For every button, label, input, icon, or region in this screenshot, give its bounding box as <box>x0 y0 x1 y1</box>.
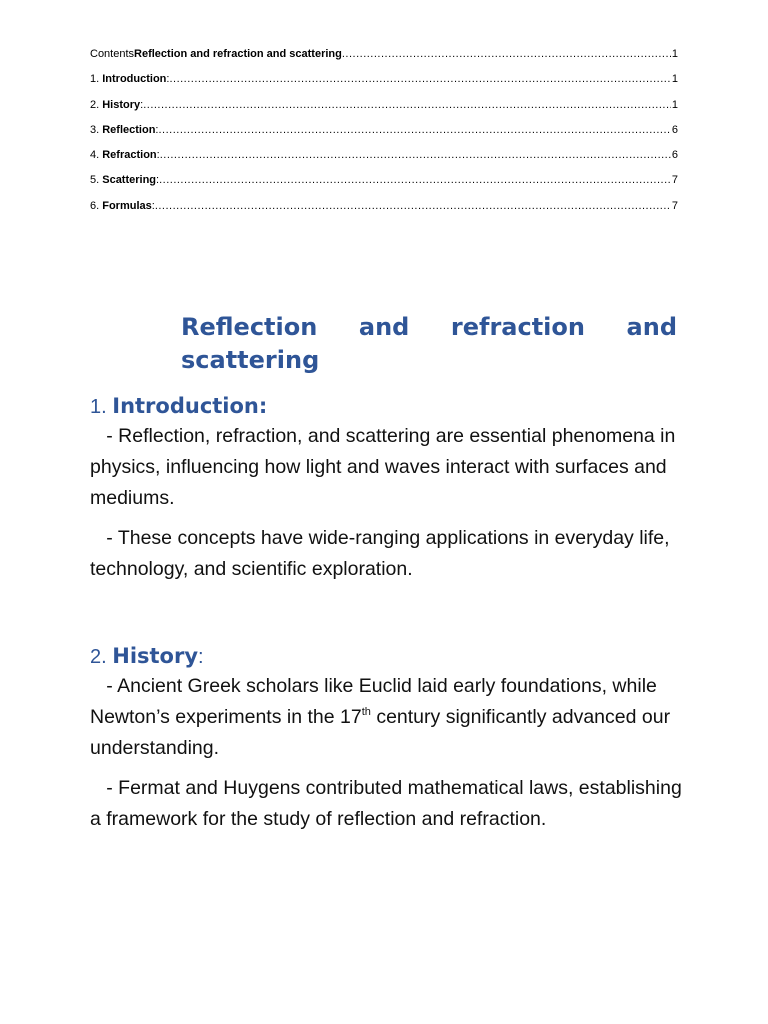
toc-leader-dots <box>169 71 670 87</box>
toc-entry[interactable] <box>90 198 678 223</box>
toc-entry[interactable] <box>90 97 678 122</box>
toc-entry[interactable] <box>90 46 678 71</box>
title-word: Reflection <box>181 313 318 341</box>
section-colon: : <box>198 646 204 668</box>
paragraph: - Fermat and Huygens contributed mathematical laws, establishing a framework for the study of reflection and refraction. <box>90 777 688 831</box>
toc-leader-dots <box>158 122 670 138</box>
section-heading <box>90 392 682 421</box>
toc-entry-number: 1. <box>90 73 103 86</box>
section-heading <box>90 642 682 671</box>
title-word: and <box>358 313 410 341</box>
document-title-line-1 <box>181 311 677 344</box>
toc-entry-title: Scattering <box>102 174 157 187</box>
toc-entry-title: Formulas <box>102 199 152 212</box>
document-title-line-2: scattering <box>181 346 320 374</box>
toc-entry-title: Reflection <box>102 123 156 136</box>
toc-entry-number: 2. <box>90 98 103 111</box>
toc-entry-colon: : <box>156 174 160 187</box>
paragraph: - These concepts have wide-ranging applications in everyday life, technology, and scientific exploration. <box>90 527 675 581</box>
toc-leader-dots <box>155 198 671 214</box>
table-of-contents <box>90 46 678 223</box>
toc-entry-colon: : <box>156 149 160 162</box>
title-word: refraction <box>450 313 585 341</box>
paragraph-text: - Ancient Greek scholars like Euclid laid early foundations, while Newton’s experiments in the 17 <box>90 675 663 728</box>
toc-entry-colon: : <box>155 123 159 136</box>
paragraph <box>90 671 682 763</box>
toc-entry-title: Introduction <box>102 73 167 86</box>
toc-page-number: 6 <box>671 123 678 136</box>
toc-entry-number: 5. <box>90 174 103 187</box>
section-history <box>90 642 688 835</box>
toc-entry-colon: : <box>151 199 155 212</box>
toc-entry[interactable] <box>90 71 678 96</box>
toc-entry[interactable] <box>90 147 678 172</box>
section-label: History <box>112 644 199 668</box>
toc-entry-title: Reflection and refraction and scattering <box>134 48 342 60</box>
toc-leader-dots <box>342 46 671 62</box>
toc-page-number: 1 <box>671 48 678 60</box>
toc-leader-dots <box>159 172 671 188</box>
toc-entry-title: History <box>102 98 141 111</box>
toc-page-number: 1 <box>671 73 678 86</box>
section-introduction <box>90 392 682 585</box>
paragraph-text: century significantly advanced our understanding. <box>90 705 676 759</box>
toc-page-number: 7 <box>671 199 678 212</box>
toc-entry-number: 4. <box>90 149 103 162</box>
paragraph: - Reflection, refraction, and scattering are essential phenomena in physics, influencing how light and waves interact with surfaces and mediums. <box>90 425 681 509</box>
toc-page-number: 6 <box>671 149 678 162</box>
superscript-ordinal: th <box>361 705 371 718</box>
toc-leader-dots <box>143 97 671 113</box>
toc-entry-colon: : <box>140 98 144 111</box>
toc-leader-dots <box>160 147 671 163</box>
section-label: Introduction: <box>112 394 268 418</box>
toc-label: Contents <box>90 48 135 60</box>
toc-entry-number: 6. <box>90 199 103 212</box>
toc-entry-number: 3. <box>90 123 103 136</box>
toc-entry-title: Refraction <box>102 149 157 162</box>
section-number: 2. <box>90 646 113 668</box>
section-number: 1. <box>90 396 113 418</box>
toc-page-number: 1 <box>671 98 678 111</box>
document-title <box>181 311 677 377</box>
title-word: and <box>626 313 677 341</box>
toc-page-number: 7 <box>671 174 678 187</box>
toc-entry-colon: : <box>166 73 170 86</box>
toc-entry[interactable] <box>90 122 678 147</box>
toc-entry[interactable] <box>90 172 678 197</box>
